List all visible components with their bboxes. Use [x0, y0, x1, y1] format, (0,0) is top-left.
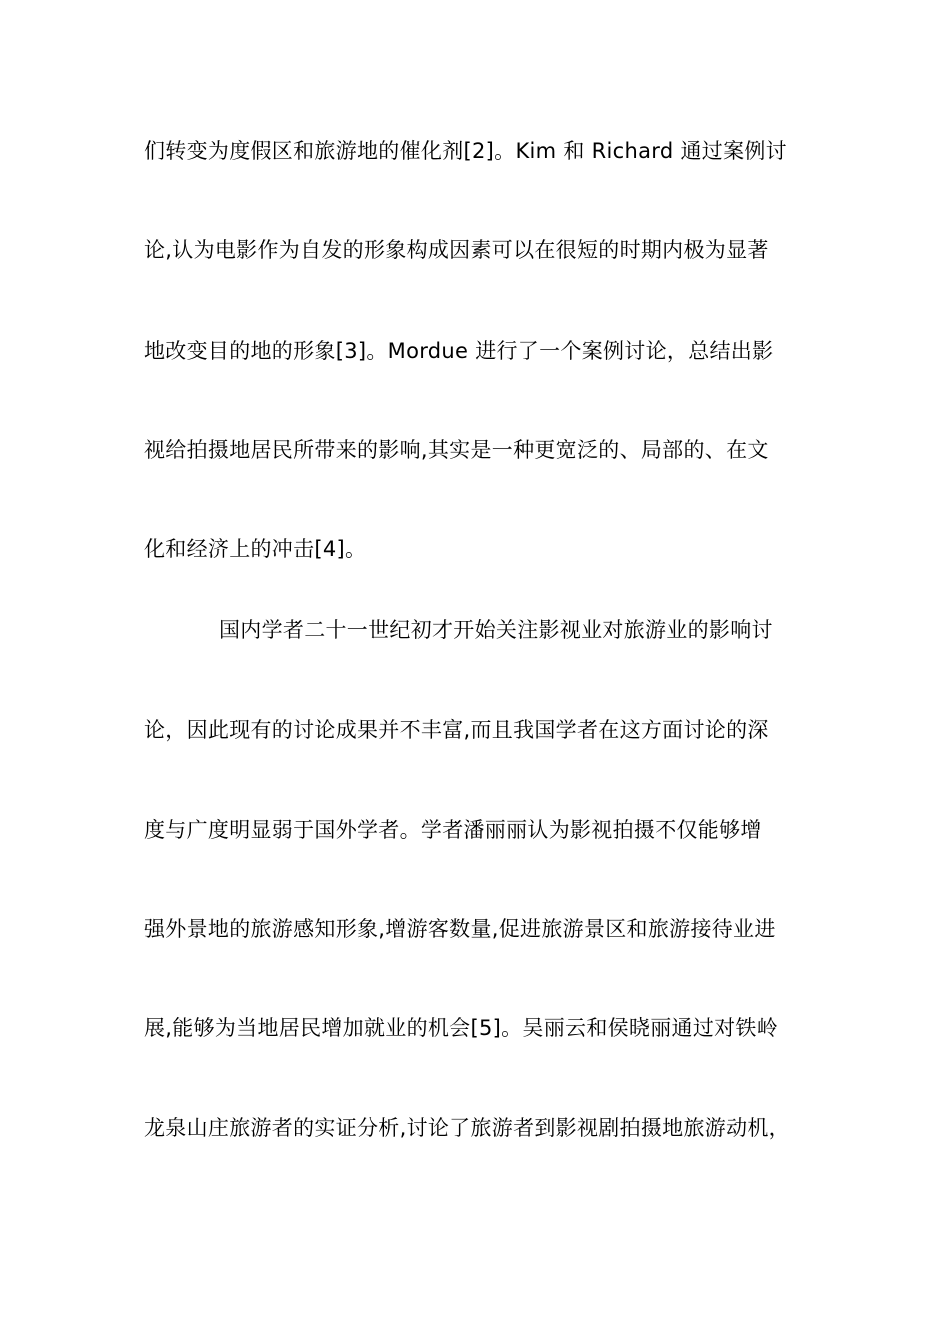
- text-line: 论，因此现有的讨论成果并不丰富,而且我国学者在这方面讨论的深: [144, 718, 769, 742]
- text-line: 论,认为电影作为自发的形象构成因素可以在很短的时期内极为显著: [144, 238, 769, 262]
- text-line: 地改变目的地的形象[3]。Mordue 进行了一个案例讨论，总结出影: [144, 339, 774, 363]
- text-line: 龙泉山庄旅游者的实证分析,讨论了旅游者到影视剧拍摄地旅游动机，: [144, 1116, 790, 1140]
- text-line: 度与广度明显弱于国外学者。学者潘丽丽认为影视拍摄不仅能够增: [144, 818, 762, 842]
- text-line: 展,能够为当地居民增加就业的机会[5]。吴丽云和侯晓丽通过对铁岭: [144, 1016, 779, 1040]
- text-line: 视给拍摄地居民所带来的影响,其实是一种更宽泛的、局部的、在文: [144, 438, 769, 462]
- text-line: 化和经济上的冲击[4]。: [144, 537, 367, 561]
- text-line: 们转变为度假区和旅游地的催化剂[2]。Kim 和 Richard 通过案例讨: [144, 139, 787, 163]
- paragraph-first-line: 国内学者二十一世纪初才开始关注影视业对旅游业的影响讨: [219, 618, 773, 642]
- text-line: 强外景地的旅游感知形象,增游客数量,促进旅游景区和旅游接待业进: [144, 917, 776, 941]
